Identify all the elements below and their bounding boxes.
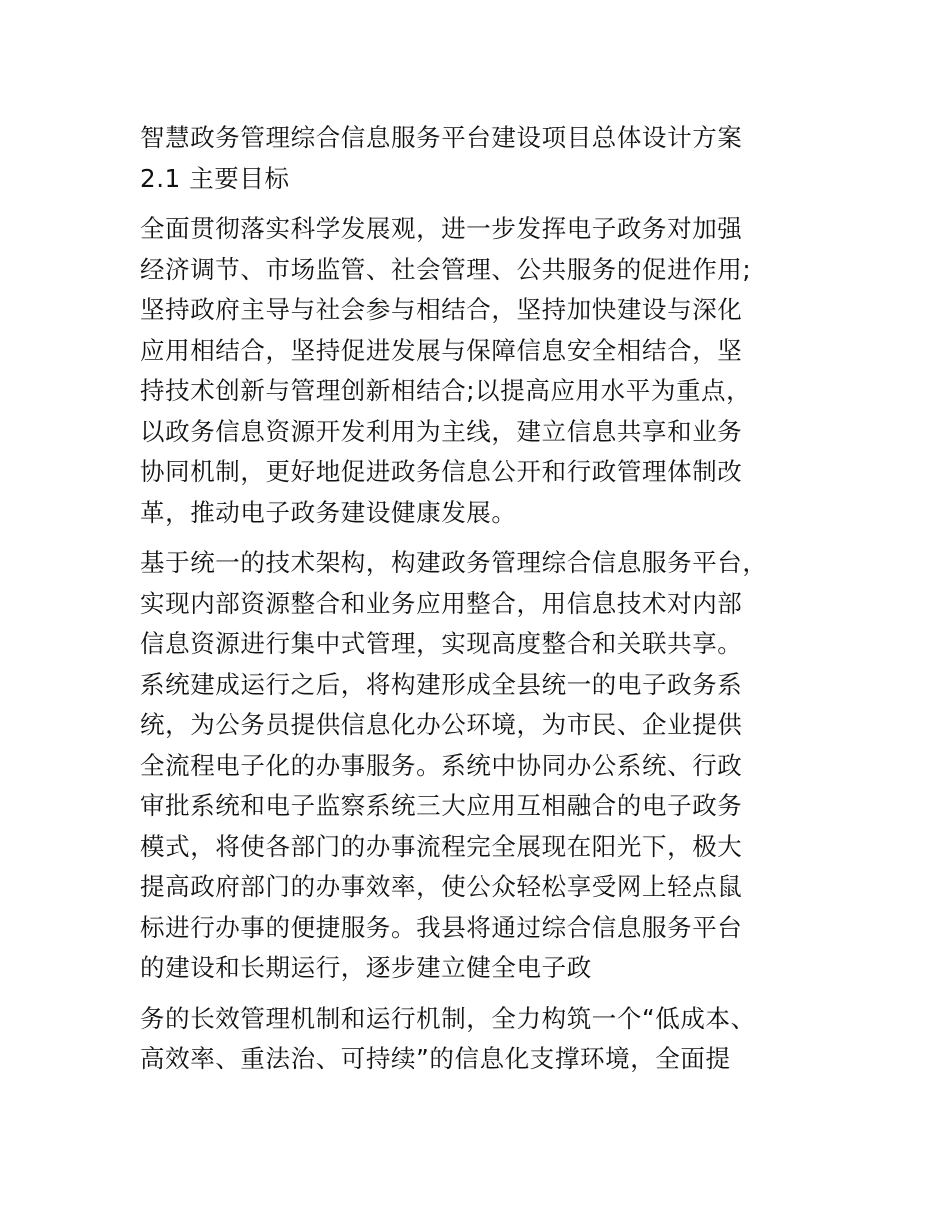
document-page	[140, 118, 820, 1080]
paragraph-2	[140, 543, 820, 989]
paragraph-line: 革，推动电子政务建设健康发展。	[140, 497, 517, 527]
paragraph-line: 协同机制，更好地促进政务信息公开和行政管理体制改	[140, 457, 743, 486]
paragraph-line: 应用相结合，坚持促进发展与保障信息安全相结合，坚	[140, 335, 743, 365]
paragraph-line: 系统建成运行之后，将构建形成全县统一的电子政务系	[140, 669, 743, 699]
paragraph-line: 基于统一的技术架构，构建政务管理综合信息服务平台，	[140, 548, 768, 577]
paragraph-line: 持技术创新与管理创新相结合;以提高应用水平为重点，	[140, 376, 752, 405]
section-heading: 2.1 主要目标	[140, 163, 290, 193]
paragraph-line: 审批系统和电子监察系统三大应用互相融合的电子政务	[140, 791, 743, 820]
paragraph-1	[140, 209, 820, 533]
paragraph-line: 经济调节、市场监管、社会管理、公共服务的促进作用;	[140, 254, 752, 284]
paragraph-line: 信息资源进行集中式管理，实现高度整合和关联共享。	[140, 629, 743, 658]
paragraph-line: 模式，将使各部门的办事流程完全展现在阳光下，极大	[140, 831, 743, 861]
paragraph-line: 全流程电子化的办事服务。系统中协同办公系统、行政	[140, 750, 743, 780]
paragraph-line: 坚持政府主导与社会参与相结合，坚持加快建设与深化	[140, 295, 743, 324]
document-title: 智慧政务管理综合信息服务平台建设项目总体设计方案	[140, 123, 743, 152]
paragraph-line: 务的长效管理机制和运行机制，全力构筑一个“低成本、	[140, 1003, 756, 1033]
paragraph-3	[140, 999, 820, 1080]
paragraph-line: 全面贯彻落实科学发展观，进一步发挥电子政务对加强	[140, 214, 743, 243]
paragraph-line: 标进行办事的便捷服务。我县将通过综合信息服务平台	[140, 912, 743, 942]
paragraph-line: 实现内部资源整合和业务应用整合，用信息技术对内部	[140, 588, 743, 618]
paragraph-line: 提高政府部门的办事效率，使公众轻松享受网上轻点鼠	[140, 872, 743, 901]
paragraph-line: 以政务信息资源开发利用为主线，建立信息共享和业务	[140, 416, 743, 446]
paragraph-line: 高效率、重法治、可持续”的信息化支撑环境，全面提	[140, 1044, 731, 1073]
paragraph-line: 统，为公务员提供信息化办公环境，为市民、企业提供	[140, 710, 743, 739]
paragraph-line: 的建设和长期运行，逐步建立健全电子政	[140, 953, 592, 982]
